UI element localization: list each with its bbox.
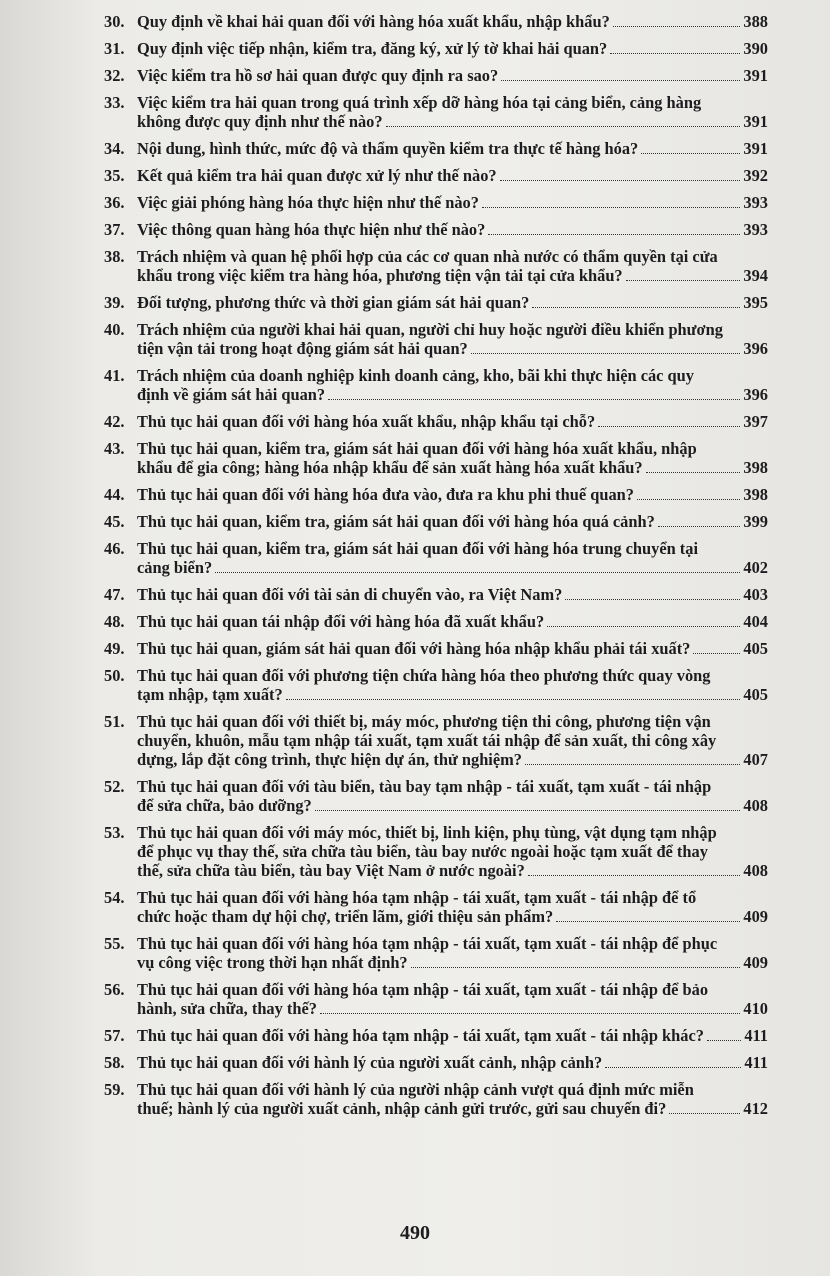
entry-title-line: Quy định về khai hải quan đối với hàng hóa xuất khẩu, nhập khẩu? bbox=[137, 12, 610, 31]
entry-title-line: Việc kiểm tra hải quan trong quá trình xếp dỡ hàng hóa tại cảng biển, cảng hàng bbox=[137, 93, 702, 112]
toc-entry bbox=[104, 1026, 768, 1045]
entry-number: 51. bbox=[104, 712, 125, 731]
entry-number: 53. bbox=[104, 823, 125, 842]
entry-number: 57. bbox=[104, 1026, 125, 1045]
dot-leader bbox=[320, 1013, 740, 1014]
toc-entry bbox=[104, 585, 768, 604]
entry-title-line: Thủ tục hải quan đối với tàu biển, tàu bay tạm nhập - tái xuất, tạm xuất - tái nhập bbox=[137, 777, 712, 796]
entry-page: 397 bbox=[743, 412, 768, 431]
entry-title-line: Thủ tục hải quan đối với hàng hóa tạm nhập - tái xuất, tạm xuất - tái nhập để phục bbox=[137, 934, 718, 953]
entry-page: 391 bbox=[743, 139, 768, 158]
dot-leader bbox=[215, 572, 740, 573]
entry-title-line: Thủ tục hải quan, giám sát hải quan đối với hàng hóa nhập khẩu phải tái xuất? bbox=[137, 639, 691, 658]
entry-page: 412 bbox=[743, 1099, 768, 1118]
entry-title-line: Thủ tục hải quan đối với hàng hóa tạm nhập - tái xuất, tạm xuất - tái nhập khác? bbox=[137, 1026, 704, 1045]
entry-number: 54. bbox=[104, 888, 125, 907]
entry-title-line: tạm nhập, tạm xuất? bbox=[137, 685, 283, 704]
toc-entry bbox=[104, 12, 768, 31]
page-number: 490 bbox=[400, 1222, 430, 1244]
entry-page: 403 bbox=[743, 585, 768, 604]
toc-entry bbox=[104, 439, 768, 477]
entry-title-line: Thủ tục hải quan đối với thiết bị, máy móc, phương tiện thi công, phương tiện vận bbox=[137, 712, 711, 731]
entry-title-line: Thủ tục hải quan đối với phương tiện chứa hàng hóa theo phương thức quay vòng bbox=[137, 666, 711, 685]
entry-title-line: khẩu trong việc kiểm tra hàng hóa, phương tiện vận tải tại cửa khẩu? bbox=[137, 266, 623, 285]
entry-page: 398 bbox=[743, 485, 768, 504]
entry-title-line: để phục vụ thay thế, sửa chữa tàu biển, tàu bay nước ngoài hoặc tạm xuất để thay bbox=[137, 842, 708, 861]
dot-leader bbox=[328, 399, 740, 400]
entry-number: 45. bbox=[104, 512, 125, 531]
toc-entry bbox=[104, 166, 768, 185]
entry-title-line: Trách nhiệm của doanh nghiệp kinh doanh cảng, kho, bãi khi thực hiện các quy bbox=[137, 366, 694, 385]
entry-page: 392 bbox=[743, 166, 768, 185]
dot-leader bbox=[556, 921, 740, 922]
entry-page: 402 bbox=[743, 558, 768, 577]
entry-page: 396 bbox=[743, 385, 768, 404]
entry-number: 42. bbox=[104, 412, 125, 431]
toc-entry bbox=[104, 220, 768, 239]
entry-title-line: Thủ tục hải quan đối với tài sản di chuyển vào, ra Việt Nam? bbox=[137, 585, 563, 604]
dot-leader bbox=[528, 875, 741, 876]
entry-number: 43. bbox=[104, 439, 125, 458]
entry-number: 56. bbox=[104, 980, 125, 999]
entry-title-line: tiện vận tải trong hoạt động giám sát hải quan? bbox=[137, 339, 468, 358]
entry-page: 394 bbox=[743, 266, 768, 285]
entry-title-line: cảng biển? bbox=[137, 558, 213, 577]
entry-number: 32. bbox=[104, 66, 125, 85]
toc-entry bbox=[104, 93, 768, 131]
entry-title-line: Việc giải phóng hàng hóa thực hiện như thế nào? bbox=[137, 193, 479, 212]
dot-leader bbox=[471, 353, 741, 354]
entry-number: 34. bbox=[104, 139, 125, 158]
entry-page: 410 bbox=[743, 999, 768, 1018]
entry-page: 388 bbox=[743, 12, 768, 31]
entry-number: 31. bbox=[104, 39, 125, 58]
entry-title-line: Thủ tục hải quan đối với hàng hóa tạm nhập - tái xuất, tạm xuất - tái nhập để bảo bbox=[137, 980, 709, 999]
dot-leader bbox=[501, 80, 740, 81]
dot-leader bbox=[707, 1040, 741, 1041]
dot-leader bbox=[598, 426, 740, 427]
entry-title-line: chuyển, khuôn, mẫu tạm nhập tái xuất, tạm xuất tái nhập để sản xuất, thi công xây bbox=[137, 731, 717, 750]
dot-leader bbox=[693, 653, 740, 654]
toc-entry bbox=[104, 888, 768, 926]
entry-title-line: để sửa chữa, bảo dưỡng? bbox=[137, 796, 312, 815]
entry-page: 390 bbox=[743, 39, 768, 58]
entry-number: 40. bbox=[104, 320, 125, 339]
entry-title-line: dựng, lắp đặt công trình, thực hiện dự án, thử nghiệm? bbox=[137, 750, 522, 769]
toc-entry bbox=[104, 666, 768, 704]
entry-title-line: khẩu để gia công; hàng hóa nhập khẩu để sản xuất hàng hóa xuất khẩu? bbox=[137, 458, 643, 477]
entry-page: 411 bbox=[744, 1053, 768, 1072]
entry-number: 39. bbox=[104, 293, 125, 312]
entry-page: 407 bbox=[743, 750, 768, 769]
entry-page: 399 bbox=[743, 512, 768, 531]
dot-leader bbox=[658, 526, 741, 527]
entry-number: 49. bbox=[104, 639, 125, 658]
dot-leader bbox=[482, 207, 740, 208]
entry-number: 30. bbox=[104, 12, 125, 31]
entry-title-line: Kết quả kiểm tra hải quan được xử lý như thế nào? bbox=[137, 166, 497, 185]
entry-page: 395 bbox=[743, 293, 768, 312]
entry-page: 398 bbox=[743, 458, 768, 477]
entry-number: 33. bbox=[104, 93, 125, 112]
entry-page: 409 bbox=[743, 907, 768, 926]
toc-entry bbox=[104, 777, 768, 815]
entry-title-line: không được quy định như thế nào? bbox=[137, 112, 383, 131]
entry-title-line: Thủ tục hải quan đối với hàng hóa đưa vào, đưa ra khu phi thuế quan? bbox=[137, 485, 634, 504]
toc-entry bbox=[104, 512, 768, 531]
entry-number: 37. bbox=[104, 220, 125, 239]
dot-leader bbox=[488, 234, 740, 235]
entry-title-line: Việc kiểm tra hồ sơ hải quan được quy định ra sao? bbox=[137, 66, 499, 85]
toc-entry bbox=[104, 612, 768, 631]
entry-number: 50. bbox=[104, 666, 125, 685]
entry-title-line: Trách nhiệm của người khai hải quan, người chỉ huy hoặc người điều khiển phương bbox=[137, 320, 723, 339]
entry-page: 393 bbox=[743, 220, 768, 239]
dot-leader bbox=[525, 764, 740, 765]
entry-page: 409 bbox=[743, 953, 768, 972]
entry-title-line: Thủ tục hải quan tái nhập đối với hàng hóa đã xuất khẩu? bbox=[137, 612, 545, 631]
entry-page: 408 bbox=[743, 861, 768, 880]
entry-title-line: Thủ tục hải quan đối với hành lý của người xuất cảnh, nhập cảnh? bbox=[137, 1053, 603, 1072]
toc-entry bbox=[104, 193, 768, 212]
entry-title-line: chức hoặc tham dự hội chợ, triển lãm, giới thiệu sản phẩm? bbox=[137, 907, 554, 926]
entry-number: 44. bbox=[104, 485, 125, 504]
entry-number: 38. bbox=[104, 247, 125, 266]
toc-entry bbox=[104, 823, 768, 880]
dot-leader bbox=[411, 967, 741, 968]
entry-page: 405 bbox=[743, 685, 768, 704]
entry-number: 55. bbox=[104, 934, 125, 953]
toc-entry bbox=[104, 639, 768, 658]
entry-title-line: Thủ tục hải quan đối với hành lý của người nhập cảnh vượt quá định mức miễn bbox=[137, 1080, 694, 1099]
entry-number: 48. bbox=[104, 612, 125, 631]
toc-entry bbox=[104, 366, 768, 404]
toc-entry bbox=[104, 247, 768, 285]
toc-entry bbox=[104, 980, 768, 1018]
entry-title-line: Quy định việc tiếp nhận, kiểm tra, đăng ký, xử lý tờ khai hải quan? bbox=[137, 39, 608, 58]
dot-leader bbox=[610, 53, 740, 54]
dot-leader bbox=[613, 26, 741, 27]
entry-title-line: Việc thông quan hàng hóa thực hiện như thế nào? bbox=[137, 220, 486, 239]
entry-title-line: Nội dung, hình thức, mức độ và thẩm quyền kiểm tra thực tế hàng hóa? bbox=[137, 139, 639, 158]
entry-page: 411 bbox=[744, 1026, 768, 1045]
toc-entry bbox=[104, 66, 768, 85]
entry-page: 391 bbox=[743, 66, 768, 85]
entry-number: 41. bbox=[104, 366, 125, 385]
entry-title-line: hành, sửa chữa, thay thế? bbox=[137, 999, 317, 1018]
toc-entry bbox=[104, 712, 768, 769]
dot-leader bbox=[565, 599, 740, 600]
toc-entry bbox=[104, 539, 768, 577]
entry-page: 391 bbox=[743, 112, 768, 131]
entry-title-line: Thủ tục hải quan, kiểm tra, giám sát hải quan đối với hàng hóa xuất khẩu, nhập bbox=[137, 439, 697, 458]
entry-page: 404 bbox=[743, 612, 768, 631]
entry-number: 58. bbox=[104, 1053, 125, 1072]
toc-entry bbox=[104, 320, 768, 358]
entry-title-line: Thủ tục hải quan đối với máy móc, thiết bị, linh kiện, phụ tùng, vật dụng tạm nhập bbox=[137, 823, 717, 842]
dot-leader bbox=[646, 472, 741, 473]
toc-entry bbox=[104, 293, 768, 312]
dot-leader bbox=[547, 626, 740, 627]
entry-title-line: Thủ tục hải quan, kiểm tra, giám sát hải quan đối với hàng hóa trung chuyển tại bbox=[137, 539, 699, 558]
dot-leader bbox=[641, 153, 740, 154]
dot-leader bbox=[286, 699, 741, 700]
dot-leader bbox=[315, 810, 741, 811]
table-of-contents bbox=[104, 12, 768, 1126]
toc-entry bbox=[104, 39, 768, 58]
entry-number: 52. bbox=[104, 777, 125, 796]
entry-number: 35. bbox=[104, 166, 125, 185]
entry-number: 47. bbox=[104, 585, 125, 604]
entry-title-line: Thủ tục hải quan đối với hàng hóa tạm nhập - tái xuất, tạm xuất - tái nhập để tổ bbox=[137, 888, 697, 907]
entry-page: 396 bbox=[743, 339, 768, 358]
entry-title-line: Trách nhiệm và quan hệ phối hợp của các cơ quan nhà nước có thẩm quyền tại cửa bbox=[137, 247, 718, 266]
entry-number: 36. bbox=[104, 193, 125, 212]
dot-leader bbox=[532, 307, 740, 308]
entry-number: 59. bbox=[104, 1080, 125, 1099]
entry-title-line: Thủ tục hải quan, kiểm tra, giám sát hải quan đối với hàng hóa quá cảnh? bbox=[137, 512, 655, 531]
entry-title-line: định về giám sát hải quan? bbox=[137, 385, 326, 404]
entry-title-line: vụ công việc trong thời hạn nhất định? bbox=[137, 953, 408, 972]
entry-page: 393 bbox=[743, 193, 768, 212]
toc-entry bbox=[104, 1080, 768, 1118]
dot-leader bbox=[626, 280, 741, 281]
entry-page: 408 bbox=[743, 796, 768, 815]
entry-title-line: Thủ tục hải quan đối với hàng hóa xuất khẩu, nhập khẩu tại chỗ? bbox=[137, 412, 596, 431]
toc-entry bbox=[104, 1053, 768, 1072]
toc-entry bbox=[104, 139, 768, 158]
entry-title-line: thuế; hành lý của người xuất cảnh, nhập cảnh gửi trước, gửi sau chuyến đi? bbox=[137, 1099, 667, 1118]
entry-number: 46. bbox=[104, 539, 125, 558]
dot-leader bbox=[386, 126, 741, 127]
entry-title-line: thế, sửa chữa tàu biển, tàu bay Việt Nam ở nước ngoài? bbox=[137, 861, 525, 880]
dot-leader bbox=[637, 499, 740, 500]
dot-leader bbox=[500, 180, 741, 181]
toc-entry bbox=[104, 934, 768, 972]
toc-entry bbox=[104, 412, 768, 431]
entry-title-line: Đối tượng, phương thức và thời gian giám sát hải quan? bbox=[137, 293, 530, 312]
dot-leader bbox=[605, 1067, 741, 1068]
entry-page: 405 bbox=[743, 639, 768, 658]
toc-entry bbox=[104, 485, 768, 504]
dot-leader bbox=[669, 1113, 740, 1114]
